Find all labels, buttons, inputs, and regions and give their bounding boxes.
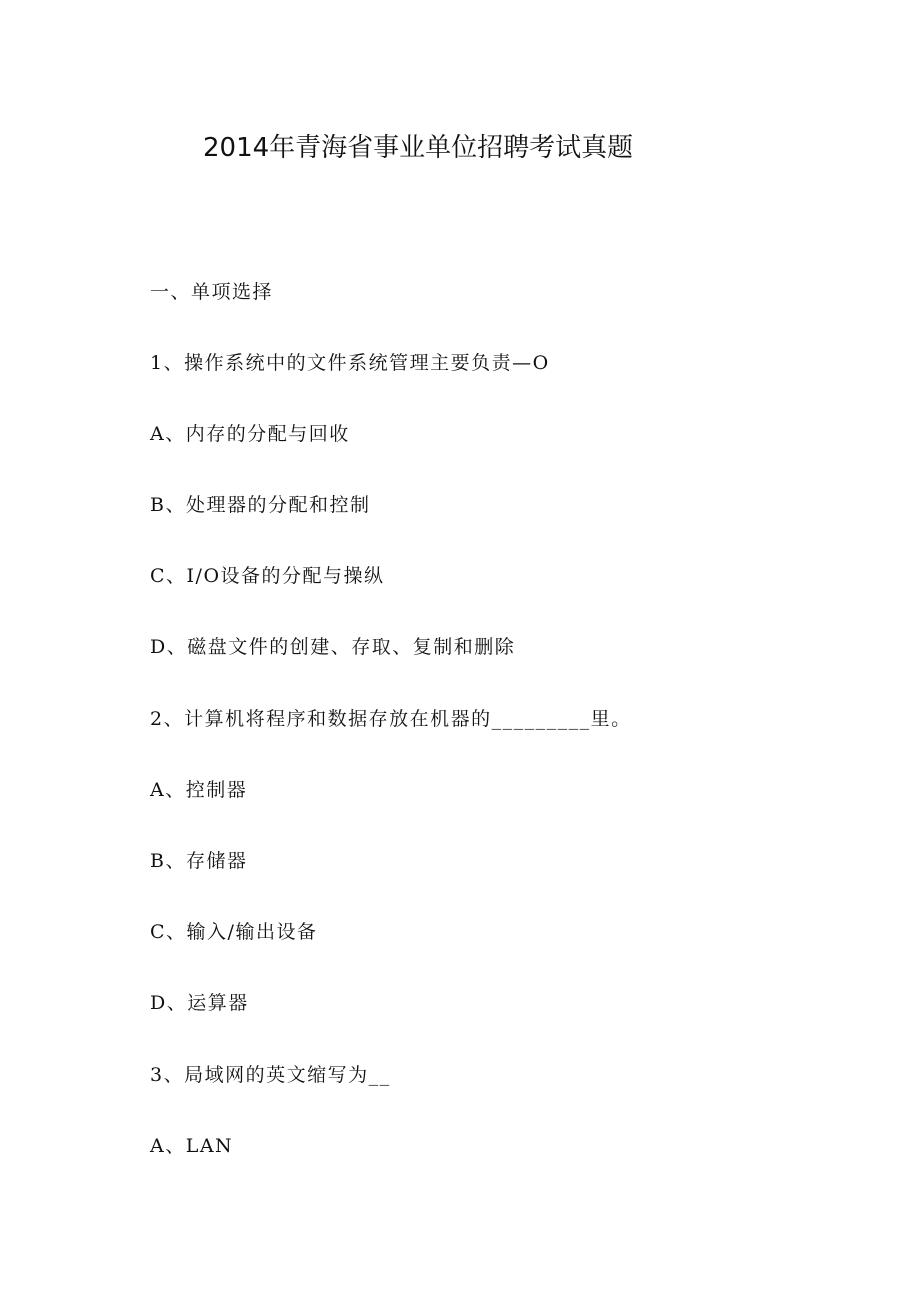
question-1-option-d: D、磁盘文件的创建、存取、复制和删除 xyxy=(150,636,516,658)
question-1-option-c: C、I/O设备的分配与操纵 xyxy=(150,565,385,587)
question-3-stem: 3、局域网的英文缩写为__ xyxy=(150,1064,391,1086)
question-2-option-d: D、运算器 xyxy=(150,992,249,1014)
section-heading: 一、单项选择 xyxy=(150,281,274,303)
question-2-stem: 2、计算机将程序和数据存放在机器的_________里。 xyxy=(150,708,632,730)
document-title: 2014年青海省事业单位招聘考试真题 xyxy=(203,133,634,163)
question-1-option-b: B、处理器的分配和控制 xyxy=(150,494,371,516)
question-3-option-a: A、LAN xyxy=(150,1135,234,1157)
question-1-option-a: A、内存的分配与回收 xyxy=(150,423,350,445)
question-2-option-a: A、控制器 xyxy=(150,779,248,801)
question-2-option-c: C、输入/输出设备 xyxy=(150,921,318,943)
question-2-option-b: B、存储器 xyxy=(150,850,248,872)
question-1-stem: 1、操作系统中的文件系统管理主要负责—O xyxy=(150,352,550,374)
